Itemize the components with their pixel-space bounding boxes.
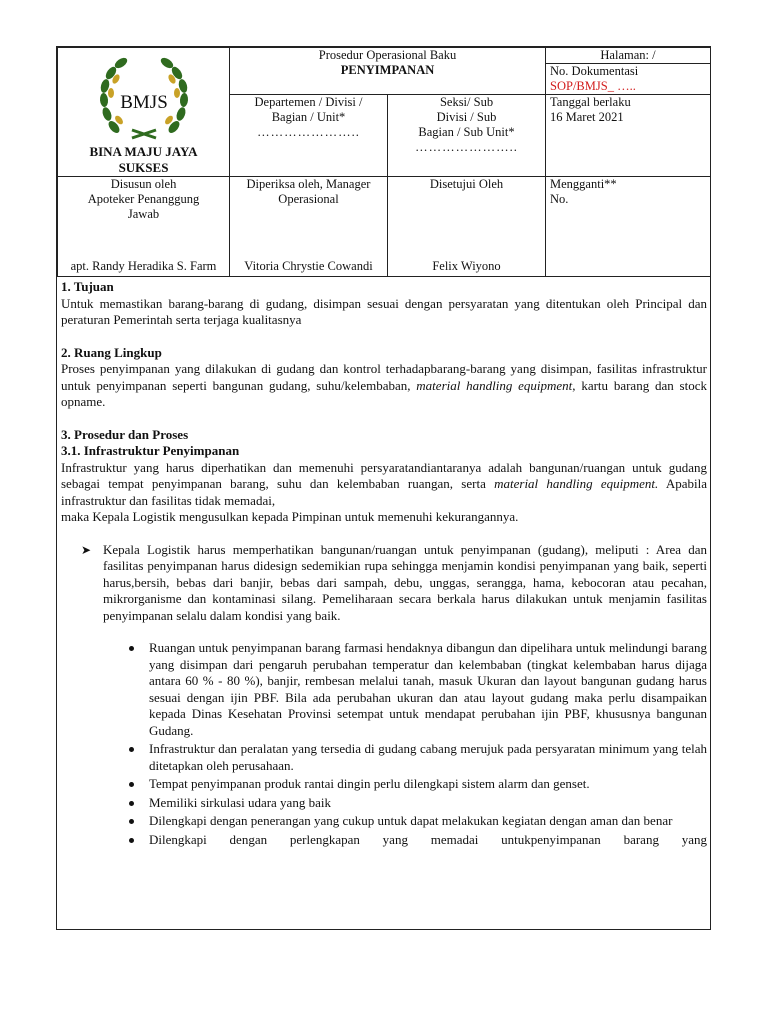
section-label-2: Divisi / Sub bbox=[436, 110, 497, 124]
bmjs-logo bbox=[94, 52, 194, 144]
bullet-dot-icon bbox=[129, 782, 134, 787]
checked-by-name: Vitoria Chrystie Cowandi bbox=[244, 259, 373, 273]
replaces-number: No. bbox=[550, 192, 569, 206]
page-number: Halaman: / bbox=[546, 48, 710, 64]
bullet-dot-icon bbox=[129, 747, 134, 752]
arrow-list-item bbox=[81, 542, 707, 625]
arrow-item-text: Kepala Logistik harus memperhatikan bangunan/ruangan untuk penyimpanan (gudang), meliputi : Area dan fasilitas penyimpanan harus didesign sedemikian rupa sehingga menjamin kondisi penyimpanan yang baik, seperti harus,bersih, bebas dari banjir, bebas dari sampah, debu, unggas, serangga, hama, kebocoran atau pecahan, mikrorganisme dan kontaminasi silang. Pemeliharaan secara berkala harus dilakukan untuk menjamin fasilitas penyimpanan selalu dalam kondisi yang baik. bbox=[103, 541, 707, 623]
section-3-1-text-continued: maka Kepala Logistik mengusulkan kepada Pimpinan untuk memenuhi kekurangannya. bbox=[61, 509, 519, 524]
valid-date-cell bbox=[546, 95, 711, 177]
section-2-title: 2. Ruang Lingkup bbox=[61, 344, 162, 360]
section-3-title: 3. Prosedur dan Proses bbox=[61, 426, 189, 442]
prepared-by-cell bbox=[58, 177, 230, 277]
sop-document bbox=[56, 46, 711, 930]
document-body bbox=[61, 279, 707, 850]
section-1-text: Untuk memastikan barang-barang di gudang, disimpan sesuai dengan persyaratan yang ditentukan oleh Principal dan peraturan Pemerintah serta terjaga kualitasnya bbox=[61, 295, 707, 327]
bullet-item: Dilengkapi dengan perlengkapan yang memadai untukpenyimpanan barang yang bbox=[61, 832, 707, 849]
section-label-1: Seksi/ Sub bbox=[439, 95, 494, 109]
bullet-item: Dilengkapi dengan penerangan yang cukup untuk dapat melakukan kegiatan dengan aman dan benar bbox=[61, 813, 707, 830]
prepared-by-label-1: Disusun oleh bbox=[110, 177, 177, 191]
bullet-dot-icon bbox=[129, 838, 134, 843]
bullet-item: Memiliki sirkulasi udara yang baik bbox=[61, 795, 707, 812]
checked-by-cell bbox=[230, 177, 388, 277]
bullet-item: Ruangan untuk penyimpanan barang farmasi hendaknya dibangun dan dipelihara untuk melindungi barang yang disimpan dari pengaruh perubahan temperatur dan kelembaban (tingkat kelembaban harus dijaga antara 60 % - 80 %), banjir, rembesan melalui tanah, masuk Ukuran dan layout bangunan gudang harus sesuai dengan ijin PBF. Bila ada perubahan ukuran dan atau layout gudang maka perlu disampaikan kepada Dinas Kesehatan Provinsi setempat untuk mendapat perubahan ijin PBF, khususnya bangunan Gudang. bbox=[61, 640, 707, 739]
logo-text: BMJS bbox=[119, 92, 168, 113]
replaces-label: Mengganti** bbox=[550, 177, 617, 191]
approved-by-name: Felix Wiyono bbox=[432, 259, 501, 273]
section-3-1-text: Infrastruktur yang harus diperhatikan dan memenuhi persyaratandiantaranya adalah bangunan/ruangan untuk gudang sebagai tempat penyimpanan barang, suhu dan kelembaban ruangan, serta material handling equipment. Apabila infrastruktur dan fasilitas tidak memadai, bbox=[61, 459, 708, 508]
procedure-title-cell bbox=[230, 48, 546, 95]
department-dots: ………………….. bbox=[257, 125, 360, 139]
bullet-item: Infrastruktur dan peralatan yang tersedia di gudang cabang merujuk pada persyaratan minimum yang telah ditetapkan oleh perusahaan. bbox=[61, 741, 707, 774]
section-2-text: Proses penyimpanan yang dilakukan di gudang dan kontrol terhadapbarang-barang yang disimpan, fasilitas infrastruktur untuk penyimpanan seperti bangunan gudang, suhu/kelembaban, material handling equipment, kartu barang dan stock opname. bbox=[61, 361, 707, 409]
section-3-1-title: 3.1. Infrastruktur Penyimpanan bbox=[61, 443, 240, 458]
valid-date-label: Tanggal berlaku bbox=[550, 95, 631, 109]
company-name: BINA MAJU JAYA SUKSES bbox=[89, 144, 198, 175]
department-cell bbox=[230, 95, 388, 177]
logo-cell bbox=[58, 48, 230, 177]
page-doc-cell bbox=[546, 48, 711, 95]
section-dots: ………………….. bbox=[415, 140, 518, 154]
doc-number-value: SOP/BMJS_ ….. bbox=[550, 79, 636, 93]
document-header-table bbox=[57, 47, 711, 277]
bullet-dot-icon bbox=[129, 819, 134, 824]
checked-by-label-1: Diperiksa oleh, Manager bbox=[246, 177, 371, 191]
department-label-1: Departemen / Divisi / bbox=[254, 95, 363, 109]
valid-date-value: 16 Maret 2021 bbox=[550, 110, 624, 124]
section-label-3: Bagian / Sub Unit* bbox=[418, 125, 515, 139]
prepared-by-label-3: Jawab bbox=[127, 207, 160, 221]
replaces-cell bbox=[546, 177, 711, 277]
prepared-by-name: apt. Randy Heradika S. Farm bbox=[70, 259, 217, 273]
department-label-2: Bagian / Unit* bbox=[271, 110, 346, 124]
prepared-by-label-2: Apoteker Penanggung bbox=[87, 192, 200, 206]
arrow-bullet-icon: ➤ bbox=[81, 542, 92, 557]
bullet-dot-icon bbox=[129, 646, 134, 651]
doc-number-label: No. Dokumentasi bbox=[550, 64, 639, 78]
procedure-title: PENYIMPANAN bbox=[340, 63, 435, 77]
section-1-title: 1. Tujuan bbox=[61, 279, 114, 294]
bullet-item: Tempat penyimpanan produk rantai dingin perlu dilengkapi sistem alarm dan genset. bbox=[61, 776, 707, 793]
bullet-list bbox=[61, 640, 707, 848]
checked-by-label-2: Operasional bbox=[278, 192, 339, 206]
procedure-label: Prosedur Operasional Baku bbox=[318, 48, 457, 62]
approved-by-cell bbox=[388, 177, 546, 277]
approved-by-label: Disetujui Oleh bbox=[429, 177, 504, 191]
bullet-dot-icon bbox=[129, 801, 134, 806]
section-cell bbox=[388, 95, 546, 177]
